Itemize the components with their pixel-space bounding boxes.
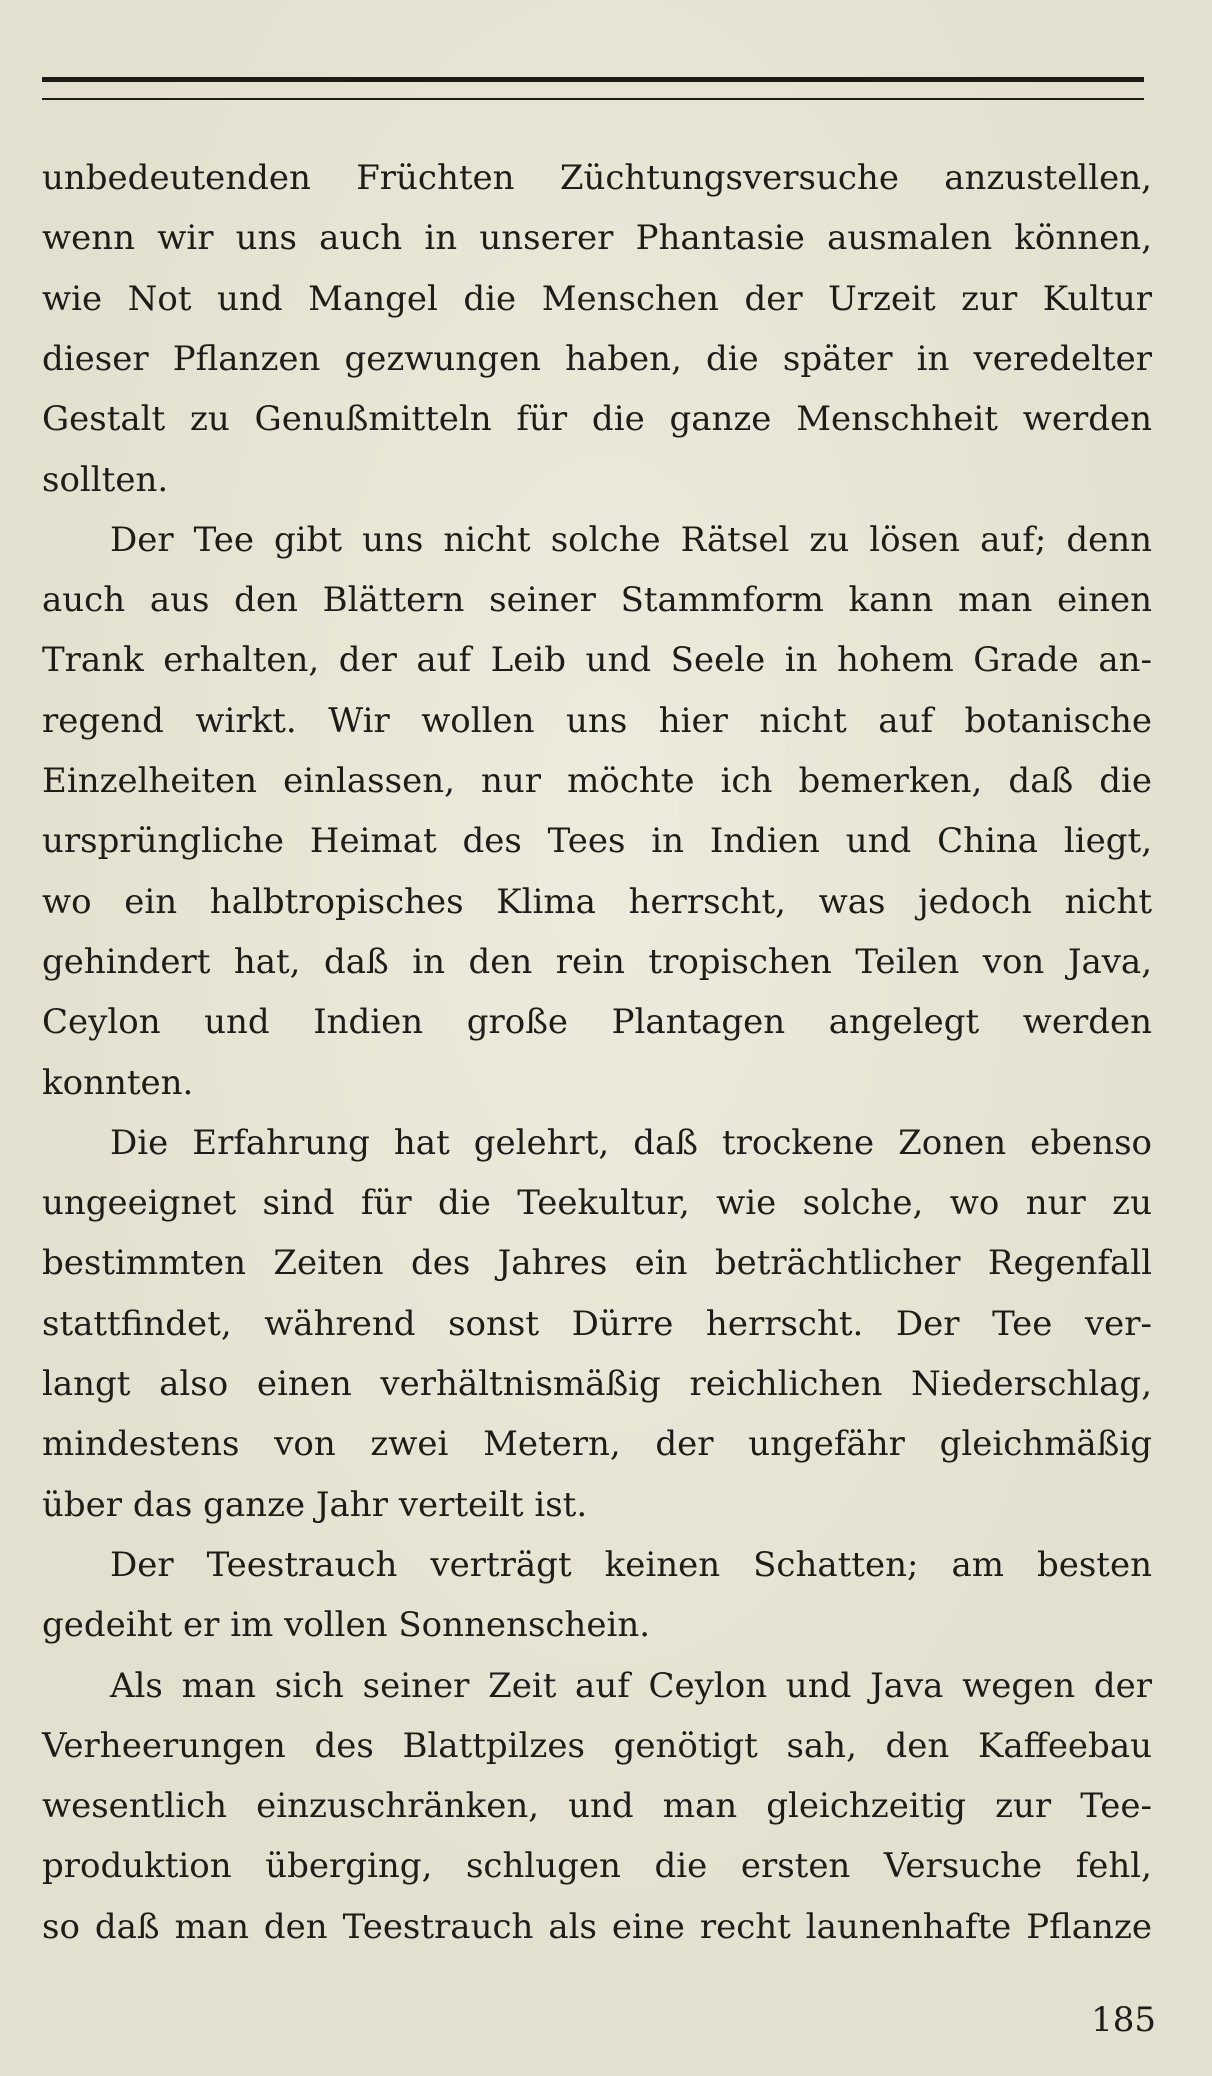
text-line: regend wirkt. Wir wollen uns hier nicht auf botanische — [42, 700, 1152, 741]
text-line: dieser Pflanzen gezwungen haben, die später in veredelter — [42, 338, 1152, 379]
text-line: Trank erhalten, der auf Leib und Seele in hohem Grade an- — [42, 640, 1152, 681]
text-line: wenn wir uns auch in unserer Phantasie ausmalen können, — [42, 218, 1152, 259]
text-line: ursprüngliche Heimat des Tees in Indien und China liegt, — [42, 821, 1152, 862]
text-line: Der Tee gibt uns nicht solche Rätsel zu lösen auf; denn — [110, 519, 1152, 560]
text-line: wo ein halbtropisches Klima herrscht, was jedoch nicht — [42, 881, 1152, 922]
text-line: Ceylon und Indien große Plantagen angelegt werden — [42, 1002, 1152, 1043]
text-line: konnten. — [42, 1062, 194, 1103]
text-line: sollten. — [42, 459, 169, 500]
text-line: Verheerungen des Blattpilzes genötigt sah, den Kaffeebau — [42, 1725, 1152, 1766]
text-line: auch aus den Blättern seiner Stammform kann man einen — [42, 580, 1152, 621]
text-line: wesentlich einzuschränken, und man gleichzeitig zur Tee- — [42, 1786, 1152, 1827]
text-line: mindestens von zwei Metern, der ungefähr gleichmäßig — [42, 1424, 1152, 1465]
page-number: 185 — [1091, 2000, 1156, 2040]
text-line: ungeeignet sind für die Teekultur, wie solche, wo nur zu — [42, 1183, 1152, 1224]
text-line: produktion überging, schlugen die ersten Versuche fehl, — [42, 1846, 1152, 1887]
text-line: Gestalt zu Genußmitteln für die ganze Menschheit werden — [42, 399, 1152, 440]
text-line: langt also einen verhältnismäßig reichlichen Niederschlag, — [42, 1364, 1152, 1404]
text-line: Als man sich seiner Zeit auf Ceylon und Java wegen der — [110, 1665, 1152, 1706]
text-line: unbedeutenden Früchten Züchtungsversuche anzustellen, — [42, 158, 1152, 198]
text-line: gedeiht er im vollen Sonnenschein. — [42, 1605, 651, 1646]
text-line: über das ganze Jahr verteilt ist. — [42, 1484, 588, 1525]
text-line: Die Erfahrung hat gelehrt, daß trockene Zonen ebenso — [110, 1122, 1152, 1163]
text-line: so daß man den Teestrauch als eine recht launenhafte Pflanze — [42, 1906, 1152, 1947]
header-rule-thick — [42, 77, 1144, 82]
header-rule-thin — [42, 98, 1144, 100]
text-line: Einzelheiten einlassen, nur möchte ich bemerken, daß die — [42, 761, 1152, 801]
text-line: Der Teestrauch verträgt keinen Schatten; am besten — [110, 1544, 1152, 1585]
text-line: gehindert hat, daß in den rein tropischen Teilen von Java, — [42, 941, 1152, 982]
text-line: stattfindet, während sonst Dürre herrscht. Der Tee ver- — [42, 1303, 1152, 1344]
text-line: bestimmten Zeiten des Jahres ein beträchtlicher Regenfall — [42, 1243, 1152, 1284]
text-line: wie Not und Mangel die Menschen der Urzeit zur Kultur — [42, 278, 1152, 319]
